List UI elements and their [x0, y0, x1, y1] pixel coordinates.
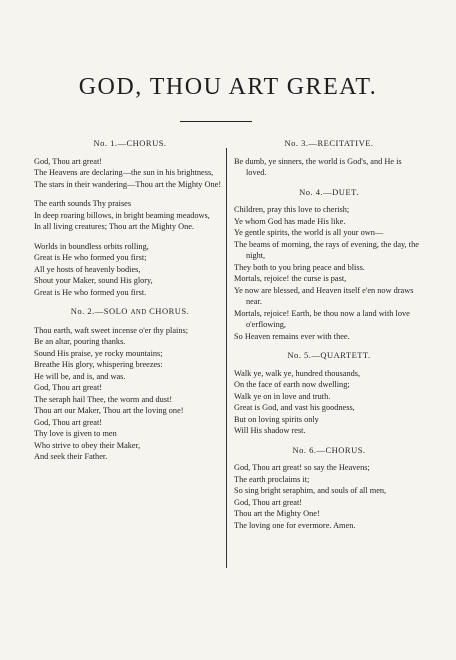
verse-line: Great is He who formed you first.: [34, 287, 147, 297]
verse-line: He will be, and is, and was.: [34, 371, 126, 381]
verse-line: The loving one for evermore. Amen.: [234, 520, 356, 530]
stanza: [234, 156, 424, 179]
verse-line: In deep roaring billows, in bright beaming meadows,: [34, 210, 210, 220]
verse-line: Ye whom God has made His like.: [234, 216, 346, 226]
verse-line: Worlds in boundless orbits rolling,: [34, 241, 149, 251]
verse-line: Breathe His glory, whispering breezes:: [34, 360, 163, 369]
column-divider: [226, 148, 227, 568]
verse-line: The seraph hail Thee, the worm and dust!: [34, 394, 173, 404]
verse-line: Shout your Maker, sound His glory,: [34, 276, 153, 285]
stanza: [34, 241, 226, 299]
verse-line: Mortals, rejoice! Earth, be thou now a land with love o'erflowing,: [234, 308, 410, 329]
verse-line: So Heaven remains ever with thee.: [234, 331, 350, 341]
section-heading: No. 3.—RECITATIVE.: [284, 138, 374, 148]
left-column: [34, 138, 226, 471]
verse-line: Be dumb, ye sinners, the world is God's, and He is loved.: [234, 156, 402, 177]
verse-line: The Heavens are declaring—the sun in his brightness,: [34, 168, 214, 177]
verse-line: Children, pray this love to cherish;: [234, 205, 350, 214]
verse-line: Walk ye on in love and truth.: [234, 391, 331, 401]
heading-main: No. 2.—SOLO: [70, 306, 128, 316]
verse-line: The earth proclaims it;: [234, 474, 310, 484]
verse-line: Thy love is given to men: [34, 429, 117, 438]
stanza: [234, 368, 424, 437]
verse-line: God, Thou art great!: [34, 383, 103, 392]
verse-line: But on loving spirits only: [234, 414, 319, 424]
verse-line: They both to you bring peace and bliss.: [234, 262, 365, 272]
stanza: [234, 462, 424, 531]
section-heading: [34, 306, 226, 319]
section-heading: No. 5.—QUARTETT.: [287, 350, 371, 360]
heading-small: AND: [130, 309, 147, 316]
verse-line: The earth sounds Thy praises: [34, 199, 132, 208]
verse-line: God, Thou art great! so say the Heavens;: [234, 463, 370, 472]
verse-line: The beams of morning, the rays of evening, the day, the night,: [234, 239, 419, 260]
stanza: [34, 198, 226, 233]
verse-line: All ye hosts of heavenly bodies,: [34, 264, 141, 274]
verse-line: Mortals, rejoice! the curse is past,: [234, 274, 347, 283]
title-rule: [180, 121, 252, 122]
verse-line: God, Thou art great!: [34, 156, 103, 166]
verse-line: So sing bright seraphim, and souls of all men,: [234, 486, 387, 495]
verse-line: Who strive to obey their Maker,: [34, 440, 141, 450]
stanza: [34, 325, 226, 463]
verse-line: Thou earth, waft sweet incense o'er thy plains;: [34, 325, 189, 335]
section-heading: No. 4.—DUET.: [299, 186, 359, 197]
verse-line: Walk ye, walk ye, hundred thousands,: [234, 368, 361, 378]
verse-line: Ye gentle spirits, the world is all your own—: [234, 228, 384, 237]
page-title: GOD, THOU ART GREAT.: [78, 74, 378, 100]
verse-line: On the face of earth now dwelling;: [234, 380, 350, 389]
verse-line: Be an altar, pouring thanks.: [34, 337, 126, 346]
heading-end: CHORUS.: [149, 306, 190, 316]
stanza: [234, 204, 424, 342]
verse-line: God, Thou art great!: [34, 417, 103, 427]
stanza: [34, 156, 226, 191]
verse-line: God, Thou art great!: [234, 497, 303, 507]
verse-line: The stars in their wandering—Thou art the Mighty One!: [34, 179, 222, 189]
verse-line: Thou art our Maker, Thou art the loving one!: [34, 406, 184, 415]
verse-line: In all living creatures; Thou art the Mighty One.: [34, 222, 194, 231]
section-heading: No. 6.—CHORUS.: [292, 444, 366, 455]
verse-line: Thou art the Mighty One!: [234, 509, 320, 518]
verse-line: Great is He who formed you first;: [34, 253, 147, 262]
verse-line: Will His shadow rest.: [234, 426, 306, 435]
verse-line: Great is God, and vast his goodness,: [234, 403, 355, 412]
right-column: [234, 138, 424, 539]
verse-line: Ye now are blessed, and Heaven itself e'en now draws near.: [234, 285, 414, 306]
verse-line: Sound His praise, ye rocky mountains;: [34, 348, 163, 358]
section-heading: No. 1.—CHORUS.: [93, 138, 167, 148]
verse-line: And seek their Father.: [34, 452, 108, 461]
